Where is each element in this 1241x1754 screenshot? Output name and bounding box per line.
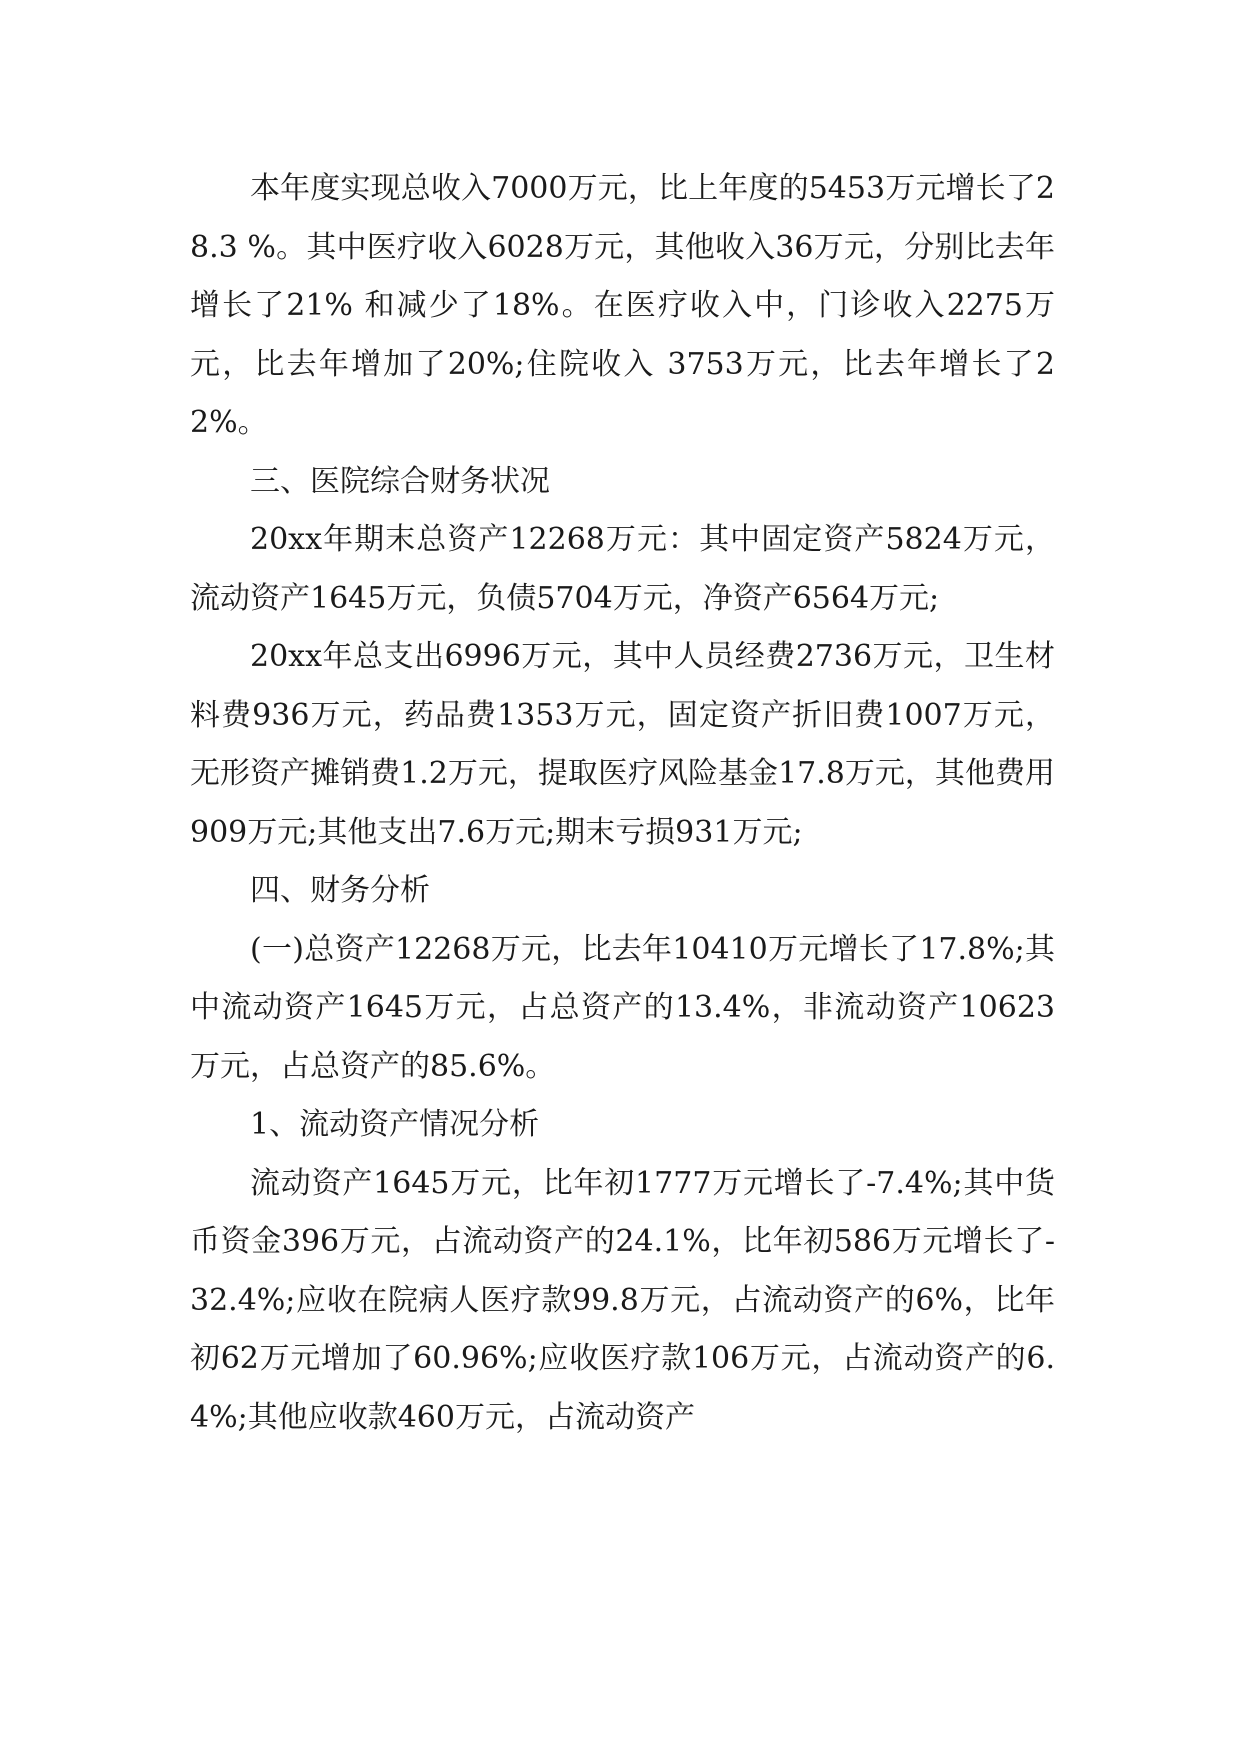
heading-financial-analysis: 四、财务分析 xyxy=(250,873,430,908)
paragraph-current-assets-detail: 流动资产1645万元，比年初1777万元增长了-7.4%;其中货币资金396万元，占流动资产的24.1%，比年初586万元增长了-32.4%;应收在院病人医疗款99.8万元，占流动资产的6%，比年初62万元增加了60.96%;应收医疗款106万元，占流动资产的6.4%;其他应收款460万元，占流动资产 xyxy=(190,1165,1055,1435)
heading-current-assets: 1、流动资产情况分析 xyxy=(250,1107,540,1142)
paragraph-total-income: 本年度实现总收入7000万元，比上年度的5453万元增长了28.3 %。其中医疗收入6028万元，其他收入36万元，分别比去年增长了21% 和减少了18%。在医疗收入中，门诊收入2275万元，比去年增加了20%;住院收入 3753万元，比去年增长了22%。 xyxy=(190,171,1055,440)
paragraph-total-expenditure: 20xx年总支出6996万元，其中人员经费2736万元，卫生材料费936万元，药品费1353万元，固定资产折旧费1007万元，无形资产摊销费1.2万元，提取医疗风险基金17.8万元，其他费用909万元;其他支出7.6万元;期末亏损931万元; xyxy=(190,639,1055,850)
paragraph-total-assets: 20xx年期末总资产12268万元：其中固定资产5824万元，流动资产1645万元，负债5704万元，净资产6564万元; xyxy=(190,522,1055,616)
heading-financial-status: 三、医院综合财务状况 xyxy=(250,463,550,499)
paragraph-assets-analysis: (一)总资产12268万元，比去年10410万元增长了17.8%;其中流动资产1645万元，占总资产的13.4%，非流动资产10623万元，占总资产的85.6%。 xyxy=(190,931,1055,1084)
document-body xyxy=(190,160,1055,1447)
